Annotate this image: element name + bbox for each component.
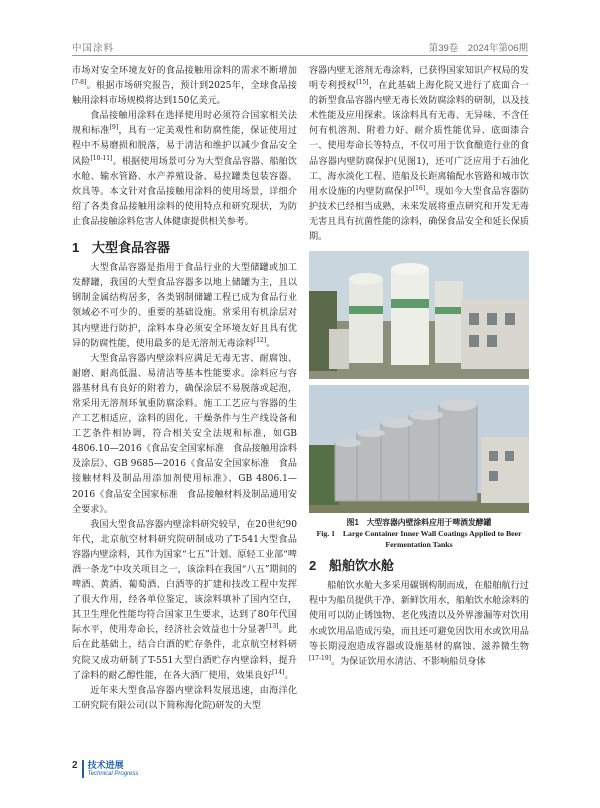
figure-photo-bottom <box>309 385 529 513</box>
issue-info: 第39卷 2024年第06期 <box>428 43 528 54</box>
paragraph: 食品接触用涂料在选择使用时必须符合国家相关法规和标准[9]，具有一定美观性和防腐性能，保证使用过程中不易磨损和脱落，易于清洁和维护以减少食品安全风险[10-11]。根据使用场景可分为大型食品容器、船舶饮水舱、输水管路、水产养殖设备、易拉罐类包装容器、炊具等。本文针对食品接触用涂料的使用场景，详细介绍了各类食品接触用涂料的使用特点和研究现状，为防止食品接触涂料危害人体健康提供相关参考。 <box>72 111 297 227</box>
section-heading-2: 2 船舶饮水舱 <box>309 558 395 574</box>
journal-name: 中国涂料 <box>72 43 115 54</box>
paragraph: 船舶饮水舱大多采用碳钢构制而成，在船舶航行过程中为船员提供干净、新鲜饮用水，船舶饮水舱涂料的使用可以防止锈蚀物、老化残渣以及外界渗漏等对饮用水或饮用品造成污染，而且还可避免因饮用水或饮用品等长期浸泡造成容器或设施基材的腐蚀、滋养微生物[17-19]。为保证饮用水清洁、不影响船员身体 <box>309 581 529 667</box>
paragraph: 大型食品容器是指用于食品行业的大型储罐或加工发酵罐，我国的大型食品容器多以地上储罐为主，且以钢制金属结构居多，各类钢制储罐工程已成为食品行业领域必不可少的、重要的基础设施。常采用有机涂层对其内壁进行防护，涂料本身必须安全环境友好且具有优异的防腐性能，使用最多的是无溶剂无毒涂料[12]。 <box>72 263 297 349</box>
footer-divider <box>82 760 84 778</box>
running-header <box>72 40 528 56</box>
figure-caption-en: Fig. 1 Large Container Inner Wall Coatings Applied to Beer Fermentation Tanks <box>316 529 522 550</box>
paragraph: 近年来大型食品容器内壁涂料发展迅速，由海洋化工研究院有限公司(以下简称海化院)研发的大型 <box>72 685 297 711</box>
figure-caption <box>309 517 529 550</box>
section-heading-1: 1 大型食品容器 <box>72 240 171 256</box>
paragraph: 我国大型食品容器内壁涂料研究较早，在20世纪90年代，北京航空材料研究院研制成功了T-541大型食品容器内壁涂料，其作为国家“七五”计划、原轻工业部“啤酒一条龙”中攻关项目之一，该涂料在我国“八五”期间的啤酒、黄酒、葡萄酒、白酒等的扩建和技改工程中发挥了很大作用，经各单位鉴定，该涂料填补了国内空白，其卫生理化性能均符合国家卫生要求，达到了80年代国际水平，使用寿命长，经济社会效益也十分显著[13]。此后在此基础上，结合白酒的贮存条件，北京航空材料研究院又成功研制了T-551大型白酒贮存内壁涂料，提升了涂料的耐乙醇性能，在各大酒厂使用，效果良好[14]。 <box>72 519 297 681</box>
page-number: 2 <box>72 760 78 771</box>
header-rule <box>72 55 528 56</box>
paragraph: 市场对安全环境友好的食品接触用涂料的需求不断增加[7-8]。根据市场研究报告，预计到2025年，全球食品接触用涂料市场规模将达到150亿美元。 <box>72 66 297 107</box>
right-column <box>309 64 529 670</box>
figure-caption-zh: 图1 大型容器内壁涂料应用于啤酒发酵罐 <box>346 518 492 528</box>
footer-title: 技术进展 <box>87 760 124 770</box>
figure-photo-top <box>309 251 529 379</box>
paragraph: 大型食品容器内壁涂料应满足无毒无害、耐腐蚀、耐磨、耐高低温、易清洁等基本性能要求。涂料应与容器基材具有良好的附着力，确保涂层不易脱落或起泡，常采用无溶剂环氧重防腐涂料。施工工艺应与容器的生产工艺相适应，涂料的固化、干燥条件与生产线设备和工艺条件相协调，符合相关安全法规和标准，如GB 4806.10—2016《食品安全国家标准 食品接触用涂料及涂层》、GB 9685—2016《食品安全国家标准 食品接触材料及制品用添加剂使用标准》、GB 4806.1—2016《食品安全国家标准 食品接触材料及制品通用安全要求》。 <box>72 353 297 515</box>
paragraph: 容器内壁无溶剂无毒涂料，已获得国家知识产权局的发明专利授权[15]，在此基础上海化院又进行了底面合一的新型食品容器内壁无毒长效防腐涂料的研制，以及技术性能及应用探索。该涂料具有无毒、无异味、不含任何有机溶剂、附着力好、耐介质性能优异、底面漆合一、使用寿命长等特点，不仅可用于饮食酿造行业的食品容器内壁防腐保护(见图1)，还可广泛应用于石油化工、海水淡化工程、造船及长距离输配水管路和城市饮用水设施的内壁防腐保护[16]。现如今大型食品容器防护技术已经相当成熟，未来发展将重点研究和开发无毒无害且具有抗菌性能的涂料，确保食品安全和延长保质期。 <box>309 66 529 243</box>
left-column <box>72 64 297 714</box>
page-footer <box>72 760 138 778</box>
footer-subtitle: Technical Progress <box>87 771 139 777</box>
